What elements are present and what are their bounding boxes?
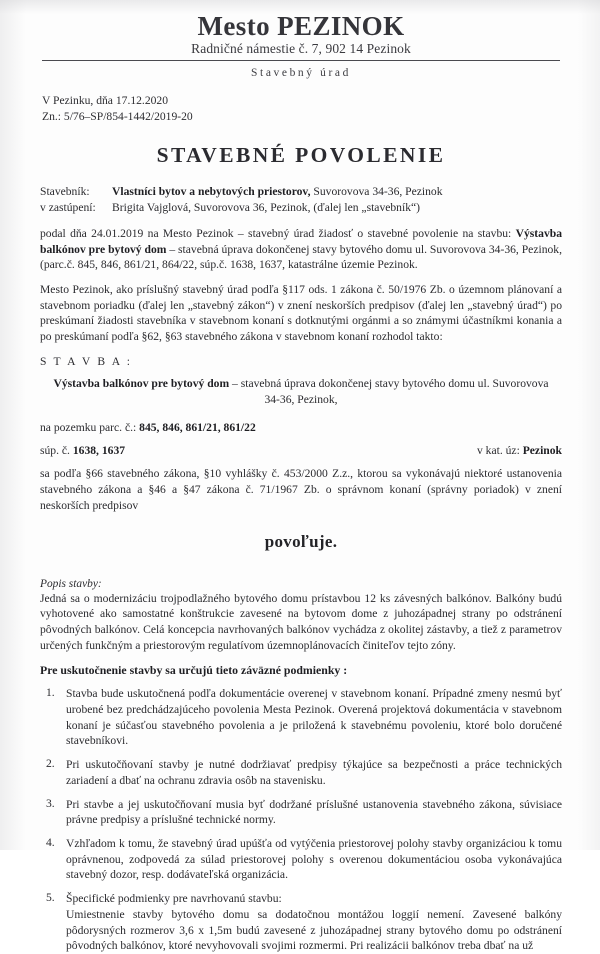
- application-tail: – stavebná úprava dokončenej stavy bytového domu ul. Suvorovova 34-36, Pezinok, (parc.č. 845, 846, 861/21, 864/22, súp.č. 1638, 1637, katastrálne územie Pezinok.: [40, 242, 562, 272]
- parcel-label: na pozemku parc. č.:: [40, 420, 140, 434]
- stavba-subject: [40, 376, 562, 408]
- parcel-line: [40, 420, 562, 436]
- application-lead: podal dňa 24.01.2019 na Mesto Pezinok – stavebný úrad žiadosť o stavebné povolenie na stavbu:: [40, 226, 516, 240]
- list-item: [40, 836, 562, 883]
- conditions-list: [40, 686, 562, 954]
- builder-label: Stavebník:: [40, 185, 90, 199]
- builder-name: Vlastníci bytov a nebytových priestorov,: [112, 185, 311, 199]
- builder-address: Suvorovova 34-36, Pezinok: [310, 185, 443, 199]
- city-address: Radničné námestie č. 7, 902 14 Pezinok: [191, 41, 411, 57]
- application-project-name: Výstavba balkónov pre bytový dom: [40, 226, 562, 256]
- place-and-date: V Pezinku, dňa 17.12.2020: [42, 94, 169, 108]
- builder-row: [40, 184, 562, 200]
- page-title: STAVEBNÉ POVOLENIE: [156, 143, 446, 168]
- condition-text: [66, 891, 562, 954]
- registration-left: [40, 444, 125, 457]
- registration-numbers: 1638, 1637: [72, 444, 126, 458]
- condition-text: Stavba bude uskutočnená podľa dokumentácie overenej v stavebnom konaní. Prípadné zmeny nesmú byť urobené bez predchádzajúceho povolenia Mesta Pezinok. Overená projektová dokumentácia v stavebnom konaní je súčasťou stavebného povolenia a je priložená k stavebnému povoleniu, ktoré bolo doručené stavebníkovi.: [66, 687, 562, 748]
- city-title: Mesto PEZINOK: [197, 11, 405, 41]
- condition-lead: Špecifické podmienky pre navrhovanú stavbu:: [66, 892, 282, 906]
- list-item: [40, 686, 562, 749]
- condition-number: 3.: [46, 796, 55, 810]
- condition-text: Vzhľadom k tomu, že stavebný úrad upúšťa od vytýčenia priestorovej polohy stavby organizáciou k tomu oprávnenou, zodpovedá za súlad priestorovej polohy s overenou dokumentáciou osoba vykonávajúca stavebný dozor, resp. dodávateľská organizácia.: [66, 836, 562, 882]
- condition-body: Umiestnenie stavby bytového domu sa dodatočnou montážou loggií nemení. Zavesené balkóny pôdorysných rozmerov 3,6 x 1,5m budú zavesené z juhozápadnej strany bytového domu po odstránení pôvodných balkónov, ktoré nevyhovovali svojimi rozmermi. Pri realizácii balkónov treba dbať na už: [66, 907, 562, 953]
- header-divider: [42, 60, 560, 61]
- cadastre-value: Pezinok: [522, 444, 562, 458]
- office-name: Stavebný úrad: [251, 67, 351, 80]
- representative-label: v zastúpení:: [40, 201, 96, 215]
- conditions-heading: Pre uskutočnenie stavby sa určujú tieto záväzné podmienky :: [40, 663, 348, 678]
- stavba-subject-name: Výstavba balkónov pre bytový dom: [53, 376, 230, 390]
- representative-row: [40, 200, 562, 216]
- list-item: [40, 891, 562, 954]
- condition-text: Pri stavbe a jej uskutočňovaní musia byť dodržané príslušné ustanovenia stavebného zákona, súvisiace právne predpisy a príslušné technické normy.: [66, 797, 562, 827]
- stavba-subject-rest: – stavebná úprava dokončenej stavy bytového domu ul. Suvorovova 34-36, Pezinok,: [229, 376, 549, 406]
- condition-number: 4.: [46, 835, 55, 849]
- file-number: Zn.: 5/76–SP/854-1442/2019-20: [42, 110, 193, 124]
- parcel-numbers: 845, 846, 861/21, 861/22: [139, 420, 256, 434]
- list-item: [40, 797, 562, 828]
- condition-number: 2.: [46, 757, 55, 771]
- registration-label: súp. č.: [40, 444, 73, 458]
- grant-statement: povoľuje.: [264, 531, 338, 551]
- condition-text: Pri uskutočňovaní stavby je nutné dodržiavať predpisy týkajúce sa bezpečnosti a práce technických zariadení a dbať na ochranu zdravia osôb na stavenisku.: [66, 758, 562, 787]
- legal-basis-paragraph: sa podľa §66 stavebného zákona, §10 vyhlášky č. 453/2000 Z.z., ktorou sa vykonávajú niektoré ustanovenia stavebného zákona a §46 a §47 zákona č. 71/1967 Zb. o správnom konaní (správny poriadok) v znení neskorších predpisov: [40, 467, 562, 512]
- letterhead: [40, 12, 562, 79]
- description-caption: Popis stavby:: [40, 577, 102, 590]
- application-paragraph: [40, 226, 562, 273]
- authority-paragraph: Mesto Pezinok, ako príslušný stavebný úrad podľa §117 ods. 1 zákona č. 50/1976 Zb. o územnom plánovaní a stavebnom poriadku (ďalej len „stavebný zákon“) v znení neskorších predpisov (ďalej len „stavebný úrad“) po preskúmaní žiadosti stavebníka v stavebnom konaní s dotknutými orgánmi a so známymi účastníkmi konania a po preskúmaní podľa §62, §63 stavebného zákona v stavebnom konaní rozhodol takto:: [40, 282, 562, 344]
- condition-number: 1.: [46, 686, 55, 700]
- registration-line: [40, 444, 562, 457]
- builder-value: [112, 184, 562, 200]
- description-paragraph: Jedná sa o modernizáciu trojpodlažného bytového domu prístavbou 12 ks závesných balkónov. Balkóny budú vyhotovené ako samostatné konštrukcie zavesené na bytovom dome z juhozápadnej strany po odstránení pôvodných balkónov. Celá koncepcia navrhovaných balkónov vychádza z okolitej zástavby, a tiež z parametrov určených funkčným a priestorovým regulatívom územnoplánovacích činiteľov tejto zóny.: [40, 591, 562, 652]
- cadastre-label: v kat. úz:: [476, 444, 523, 458]
- parties-block: [40, 184, 562, 216]
- stavba-heading: S T A V B A :: [40, 354, 133, 368]
- reference-block: [42, 93, 562, 125]
- representative-value: Brigita Vajglová, Suvorovova 36, Pezinok, (ďalej len „stavebník“): [112, 201, 421, 215]
- list-item: [40, 757, 562, 788]
- condition-number: 5.: [46, 891, 55, 905]
- cadastre-right: [477, 444, 562, 457]
